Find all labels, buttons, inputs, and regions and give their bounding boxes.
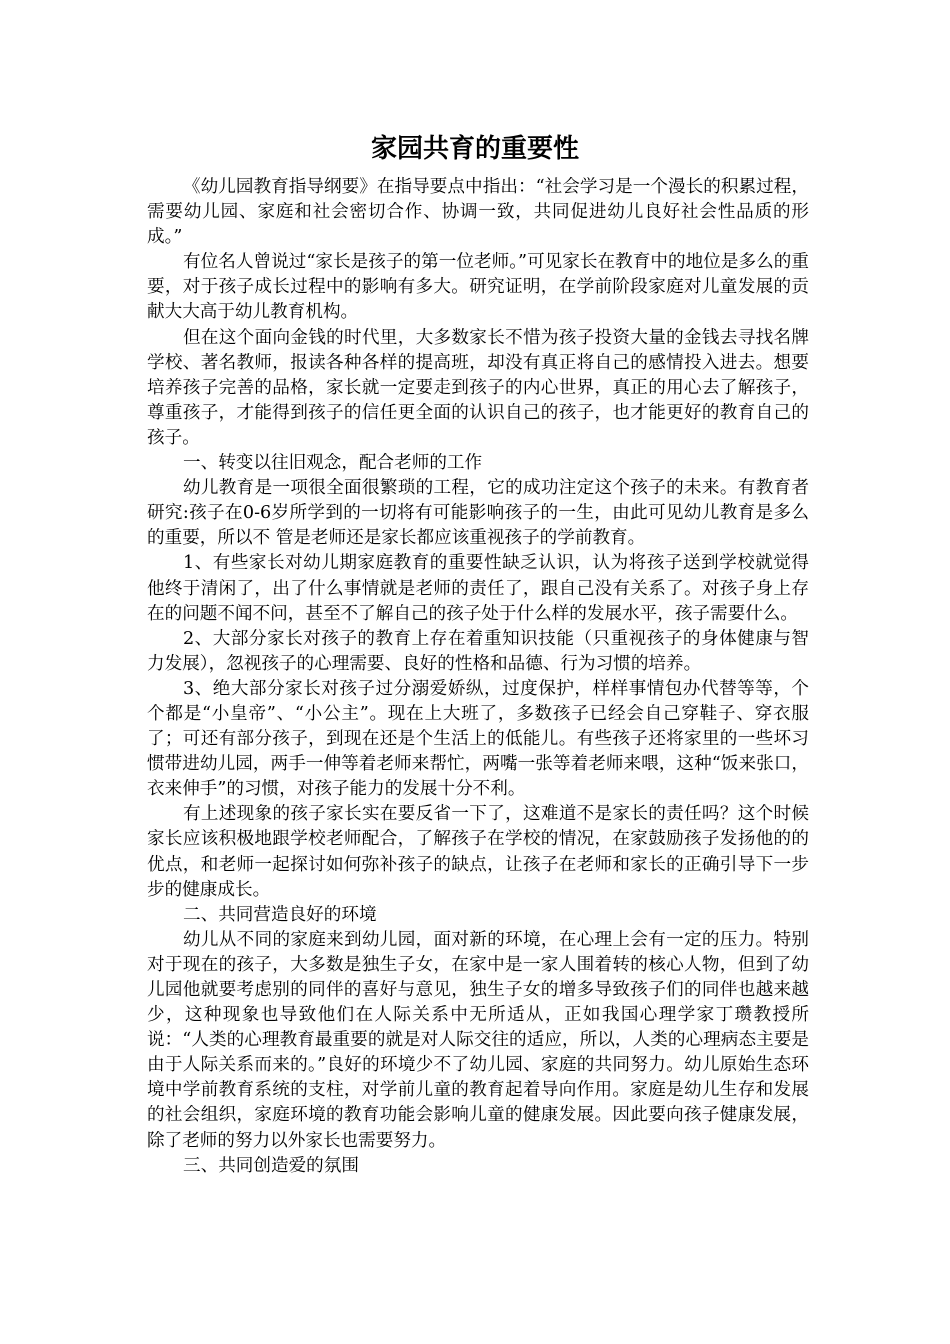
paragraph-parent-first-teacher: 有位名人曾说过“家长是孩子的第一位老师。”可见家长在教育中的地位是多么的重要，对于孩子成长过程中的影响有多大。研究证明，在学前阶段家庭对儿童发展的贡献大大高于幼儿教育机构。 [147, 252, 809, 323]
list-item-3: 3、绝大部分家长对孩子过分溺爱娇纵，过度保护，样样事情包办代替等等，个个都是“小皇帝”、“小公主”。现在上大班了，多数孩子已经会自己穿鞋子、穿衣服了；可还有部分孩子，到现在还是个生活上的低能儿。有些孩子还将家里的一些坏习惯带进幼儿园，两手一伸等着老师来帮忙，两嘴一张等着老师来喂，这种“饭来张口，衣来伸手”的习惯，对孩子能力的发展十分不利。 [147, 678, 809, 800]
list-item-2: 2、大部分家长对孩子的教育上存在着重知识技能（只重视孩子的身体健康与智力发展），忽视孩子的心理需要、良好的性格和品德、行为习惯的培养。 [147, 628, 809, 674]
paragraph-money-era: 但在这个面向金钱的时代里，大多数家长不惜为孩子投资大量的金钱去寻找名牌学校、著名教师，报读各种各样的提高班，却没有真正将自己的感情投入进去。想要培养孩子完善的品格，家长就一定要走到孩子的内心世界，真正的用心去了解孩子，尊重孩子，才能得到孩子的信任更全面的认识自己的孩子，也才能更好的教育自己的孩子。 [147, 327, 809, 448]
document-title: 家园共育的重要性 [370, 134, 579, 164]
paragraph-early-education: 幼儿教育是一项很全面很繁琐的工程，它的成功注定这个孩子的未来。有教育者研究:孩子在0-6岁所学到的一切将有可能影响孩子的一生，由此可见幼儿教育是多么的重要，所以不 管是老师还是家长都应该重视孩子的学前教育。 [147, 478, 809, 549]
paragraph-intro-quote: 《幼儿园教育指导纲要》在指导要点中指出：“社会学习是一个漫长的积累过程，需要幼儿园、家庭和社会密切合作、协调一致，共同促进幼儿良好社会性品质的形成。” [147, 177, 809, 248]
section-heading-3: 三、共同创造爱的氛围 [183, 1155, 359, 1176]
document-body [147, 175, 809, 1179]
paragraph-reflection: 有上述现象的孩子家长实在要反省一下了，这难道不是家长的责任吗？这个时候家长应该积极地跟学校老师配合，了解孩子在学校的情况，在家鼓励孩子发扬他的的优点，和老师一起探讨如何弥补孩子的缺点，让孩子在老师和家长的正确引导下一步步的健康成长。 [147, 804, 809, 900]
section-heading-1: 一、转变以往旧观念，配合老师的工作 [183, 453, 483, 474]
section-heading-2: 二、共同营造良好的环境 [183, 904, 377, 925]
list-item-1: 1、有些家长对幼儿期家庭教育的重要性缺乏认识，认为将孩子送到学校就觉得他终于清闲了，出了什么事情就是老师的责任了，跟自己没有关系了。对孩子身上存在的问题不闻不问，甚至不了解自己的孩子处于什么样的发展水平，孩子需要什么。 [147, 553, 809, 624]
paragraph-environment: 幼儿从不同的家庭来到幼儿园，面对新的环境，在心理上会有一定的压力。特别对于现在的孩子，大多数是独生子女，在家中是一家人围着转的核心人物，但到了幼儿园他就要考虑别的同伴的喜好与意见，独生子女的增多导致孩子们的同伴也越来越少，这种现象也导致他们在人际关系中无所适从，正如我国心理学家丁瓒教授所说：“人类的心理教育最重要的就是对人际交往的适应，所以，人类的心理病态主要是由于人际关系而来的。”良好的环境少不了幼儿园、家庭的共同努力。幼儿原始生态环境中学前教育系统的支柱，对学前儿童的教育起着导向作用。家庭是幼儿生存和发展的社会组织，家庭环境的教育功能会影响儿童的健康发展。因此要向孩子健康发展，除了老师的努力以外家长也需要努力。 [147, 929, 809, 1151]
